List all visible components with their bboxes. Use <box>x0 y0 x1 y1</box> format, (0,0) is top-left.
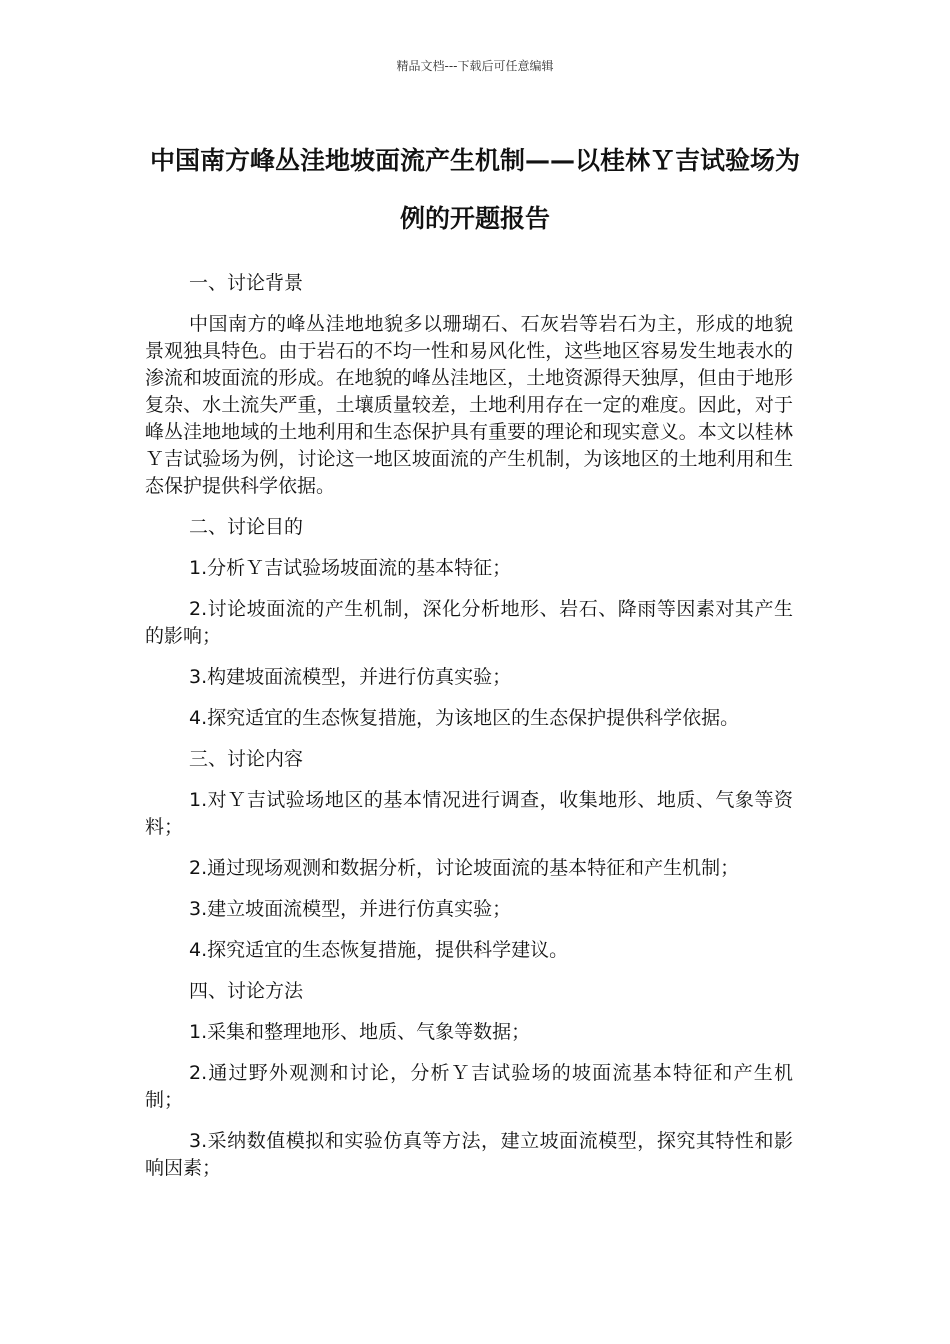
objective-item: 3.构建坡面流模型，并进行仿真实验； <box>189 666 512 688</box>
method-item: 2.通过野外观测和讨论，分析Ｙ吉试验场的坡面流基本特征和产生机制； <box>145 1062 793 1111</box>
objective-item: 2.讨论坡面流的产生机制，深化分析地形、岩石、降雨等因素对其产生的影响； <box>145 598 793 647</box>
content-item: 2.通过现场观测和数据分析，讨论坡面流的基本特征和产生机制； <box>189 857 740 879</box>
section-heading-objectives: 二、讨论目的 <box>189 516 304 538</box>
section-heading-methods: 四、讨论方法 <box>189 980 304 1002</box>
section-heading-content: 三、讨论内容 <box>189 748 304 770</box>
document-title: 中国南方峰丛洼地坡面流产生机制——以桂林Ｙ吉试验场为例的开题报告 <box>149 146 800 233</box>
header-note: 精品文档---下载后可任意编辑 <box>396 59 554 73</box>
method-item: 1.采集和整理地形、地质、气象等数据； <box>189 1021 531 1043</box>
section-heading-background: 一、讨论背景 <box>189 272 304 294</box>
objective-item: 1.分析Ｙ吉试验场坡面流的基本特征； <box>189 557 512 579</box>
background-paragraph: 中国南方的峰丛洼地地貌多以珊瑚石、石灰岩等岩石为主，形成的地貌景观独具特色。由于岩石的不均一性和易风化性，这些地区容易发生地表水的渗流和坡面流的形成。在地貌的峰丛洼地区，土地资源得天独厚，但由于地形复杂、水土流失严重，土壤质量较差，土地利用存在一定的难度。因此，对于峰丛洼地地域的土地利用和生态保护具有重要的理论和现实意义。本文以桂林Ｙ吉试验场为例，讨论这一地区坡面流的产生机制，为该地区的土地利用和生态保护提供科学依据。 <box>145 313 793 497</box>
content-item: 3.建立坡面流模型，并进行仿真实验； <box>189 898 512 920</box>
content-item: 4.探究适宜的生态恢复措施，提供科学建议。 <box>189 939 569 961</box>
document-body <box>145 270 793 1196</box>
content-item: 1.对Ｙ吉试验场地区的基本情况进行调查，收集地形、地质、气象等资料； <box>145 789 793 838</box>
objective-item: 4.探究适宜的生态恢复措施，为该地区的生态保护提供科学依据。 <box>189 707 740 729</box>
method-item: 3.采纳数值模拟和实验仿真等方法，建立坡面流模型，探究其特性和影响因素； <box>145 1130 793 1179</box>
